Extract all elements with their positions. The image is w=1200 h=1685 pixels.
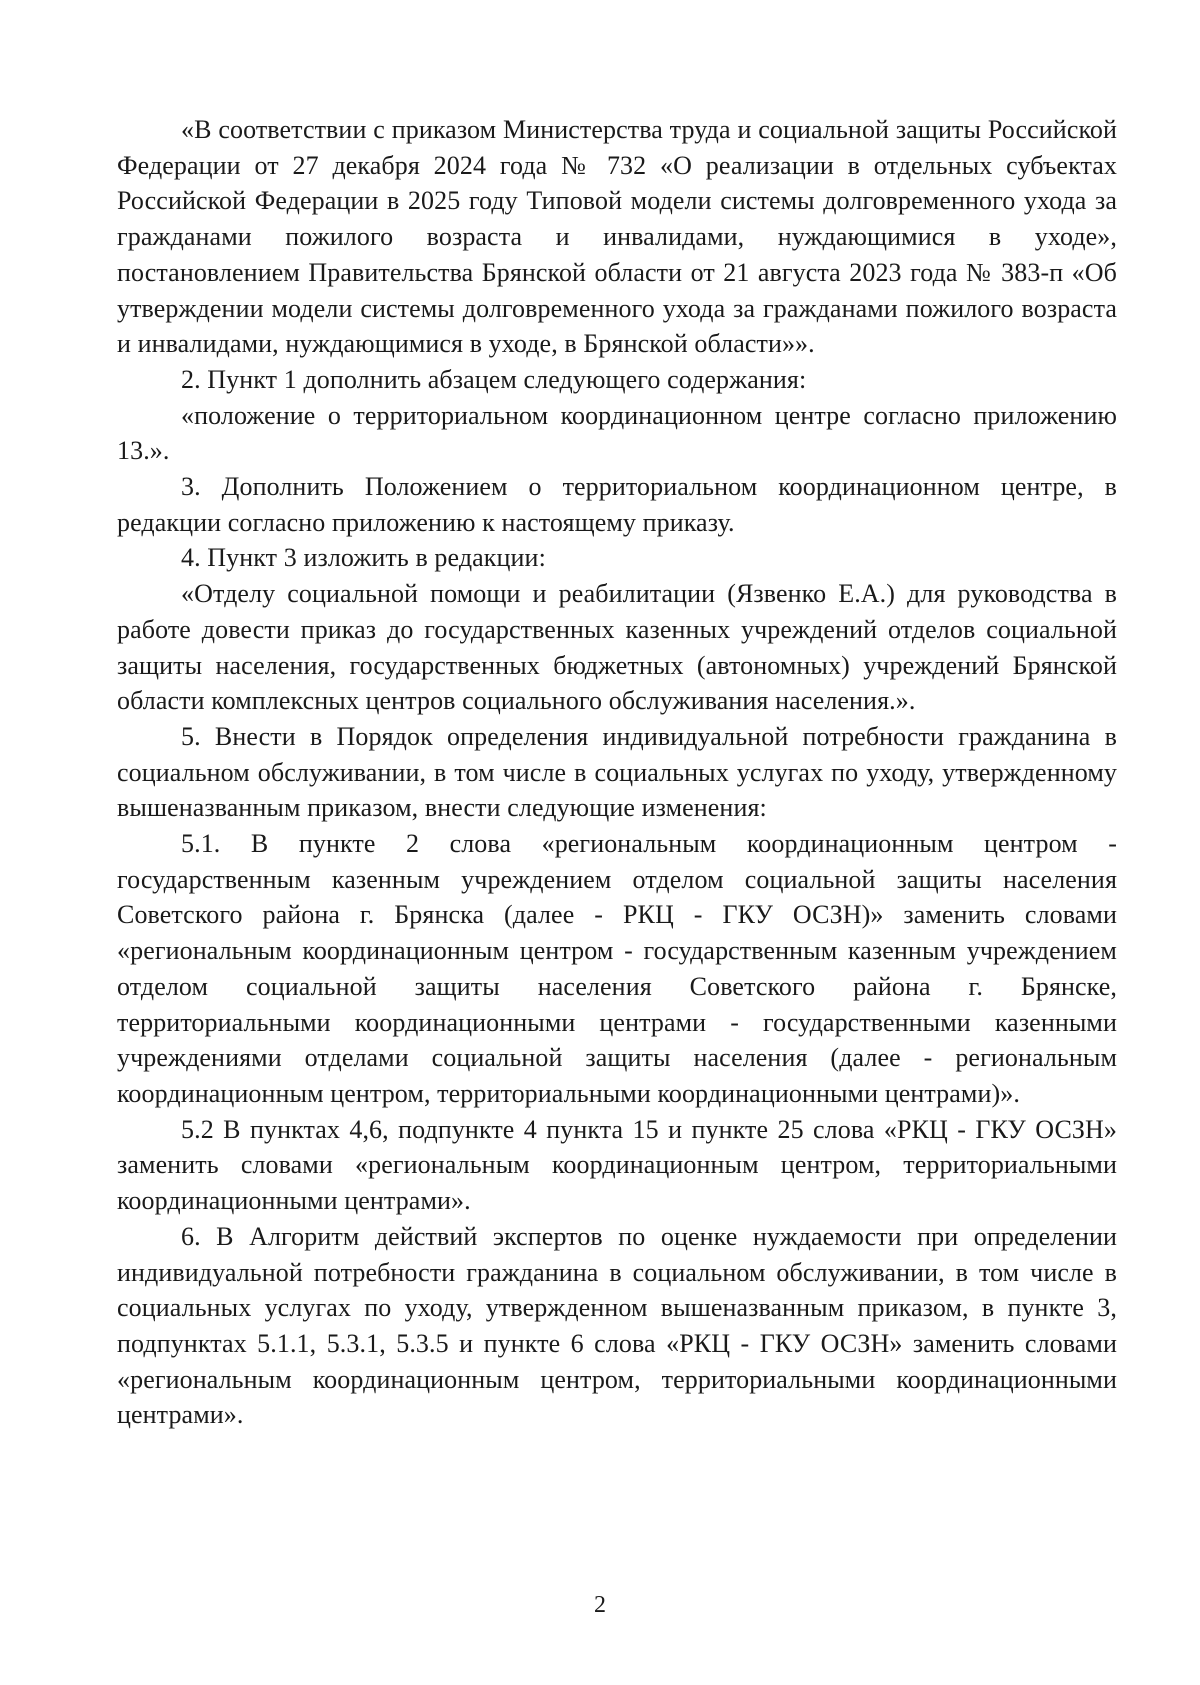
paragraph-item-3: 3. Дополнить Положением о территориальном координационном центре, в редакции согласно приложению к настоящему приказу. <box>117 472 1117 537</box>
paragraph-intro-quote: «В соответствии с приказом Министерства труда и социальной защиты Российской Федерации от 27 декабря 2024 года № 732 «О реализации в отдельных субъектах Российской Федерации в 2025 году Типовой модели системы долговременного ухода за гражданами пожилого возраста и инвалидами, нуждающимися в уходе», постановлением Правительства Брянской области от 21 августа 2023 года № 383-п «Об утверждении модели системы долговременного ухода за гражданами пожилого возраста и инвалидами, нуждающимися в уходе, в Брянской области»». <box>117 115 1117 359</box>
paragraph-item-2: 2. Пункт 1 дополнить абзацем следующего содержания: <box>181 364 807 394</box>
paragraph-item-2-quote: «положение о территориальном координационном центре согласно приложению 13.». <box>117 400 1117 466</box>
page-number: 2 <box>594 1592 606 1618</box>
paragraph-item-4-quote: «Отделу социальной помощи и реабилитации (Язвенко Е.А.) для руководства в работе довести приказ до государственных казенных учреждений отделов социальной защиты населения, государственных бюджетных (автономных) учреждений Брянской области комплексных центров социального обслуживания населения.». <box>117 579 1117 716</box>
paragraph-item-4: 4. Пункт 3 изложить в редакции: <box>181 543 546 573</box>
paragraph-item-5-1: 5.1. В пункте 2 слова «региональным координационным центром - государственным казенным учреждением отделом социальной защиты населения Советского района г. Брянска (далее - РКЦ - ГКУ ОСЗН)» заменить словами «региональным координационным центром - государственным казенным учреждением отделом социальной защиты населения Советского района г. Брянске, территориальными координационными центрами - государственными казенными учреждениями отделами социальной защиты населения (далее - региональным координационным центром, территориальными координационными центрами)». <box>117 829 1117 1108</box>
paragraph-item-5: 5. Внести в Порядок определения индивидуальной потребности гражданина в социальном обслуживании, в том числе в социальных услугах по уходу, утвержденному вышеназванным приказом, внести следующие изменения: <box>117 721 1117 823</box>
paragraph-item-6: 6. В Алгоритм действий экспертов по оценке нуждаемости при определении индивидуальной потребности гражданина в социальном обслуживании, в том числе в социальных услугах по уходу, утвержденном вышеназванным приказом, в пункте 3, подпунктах 5.1.1, 5.3.1, 5.3.5 и пункте 6 слова «РКЦ - ГКУ ОСЗН» заменить словами «региональным координационным центром, территориальными координационными центрами». <box>117 1221 1117 1430</box>
paragraph-item-5-2: 5.2 В пунктах 4,6, подпункте 4 пункта 15 и пункте 25 слова «РКЦ - ГКУ ОСЗН» заменить словами «региональным координационным центром, территориальными координационными центрами». <box>117 1114 1117 1216</box>
document-body <box>117 112 1117 1433</box>
